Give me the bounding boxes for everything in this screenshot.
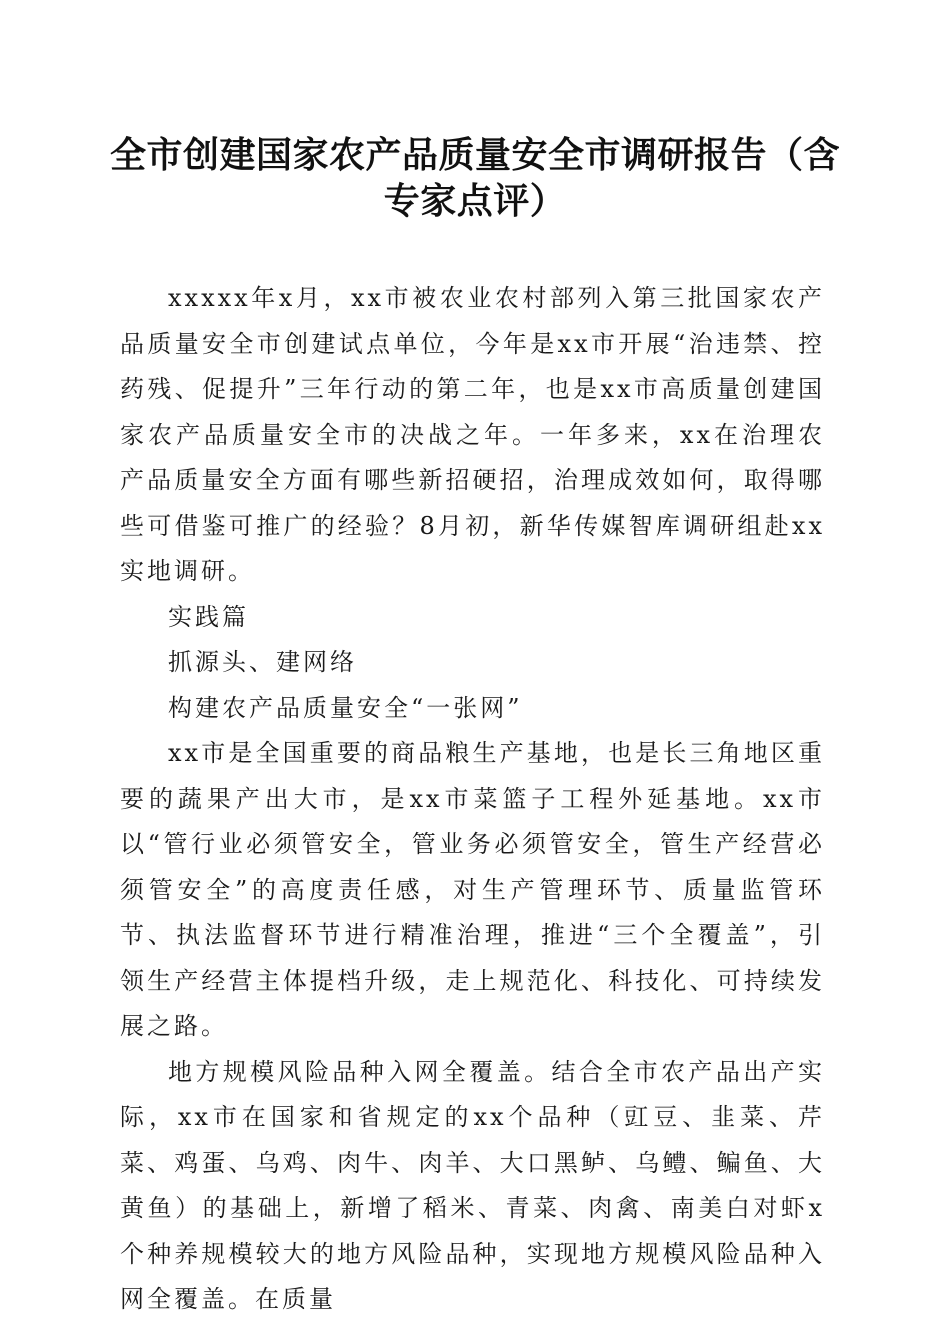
subheading-source-network: 抓源头、建网络 [168,648,357,676]
subheading-one-network: 构建农产品质量安全“一张网” [168,693,523,722]
section-heading-practice: 实践篇 [168,602,249,631]
body-paragraph-base: xx市是全国重要的商品粮生产基地，也是长三角地区重要的蔬果产出大市，是xx市菜篮子工程外延基地。xx市以“管行业必须管安全，管业务必须管安全，管生产经营必须管安全”的高度责任感，对生产管理环节、质量监管环节、执法监督环节进行精准治理，推进“三个全覆盖”，引领生产经营主体提档升级，走上规范化、科技化、可持续发展之路。 [120,739,825,1040]
document-body [120,276,825,1323]
body-paragraph-coverage: 地方规模风险品种入网全覆盖。结合全市农产品出产实际，xx市在国家和省规定的xx个品种（豇豆、韭菜、芹菜、鸡蛋、乌鸡、肉牛、肉羊、大口黑鲈、乌鳢、鳊鱼、大黄鱼）的基础上，新增了稻米、青菜、肉禽、南美白对虾x个种养规模较大的地方风险品种，实现地方规模风险品种入网全覆盖。在质量 [120,1057,825,1313]
document-title: 全市创建国家农产品质量安全市调研报告（含专家点评） [109,134,840,222]
intro-paragraph: xxxxx年x月，xx市被农业农村部列入第三批国家农产品质量安全市创建试点单位，今年是xx市开展“治违禁、控药残、促提升”三年行动的第二年，也是xx市高质量创建国家农产品质量安全市的决战之年。一年多来，xx在治理农产品质量安全方面有哪些新招硬招，治理成效如何，取得哪些可借鉴可推广的经验？8月初，新华传媒智库调研组赴xx实地调研。 [120,284,825,585]
